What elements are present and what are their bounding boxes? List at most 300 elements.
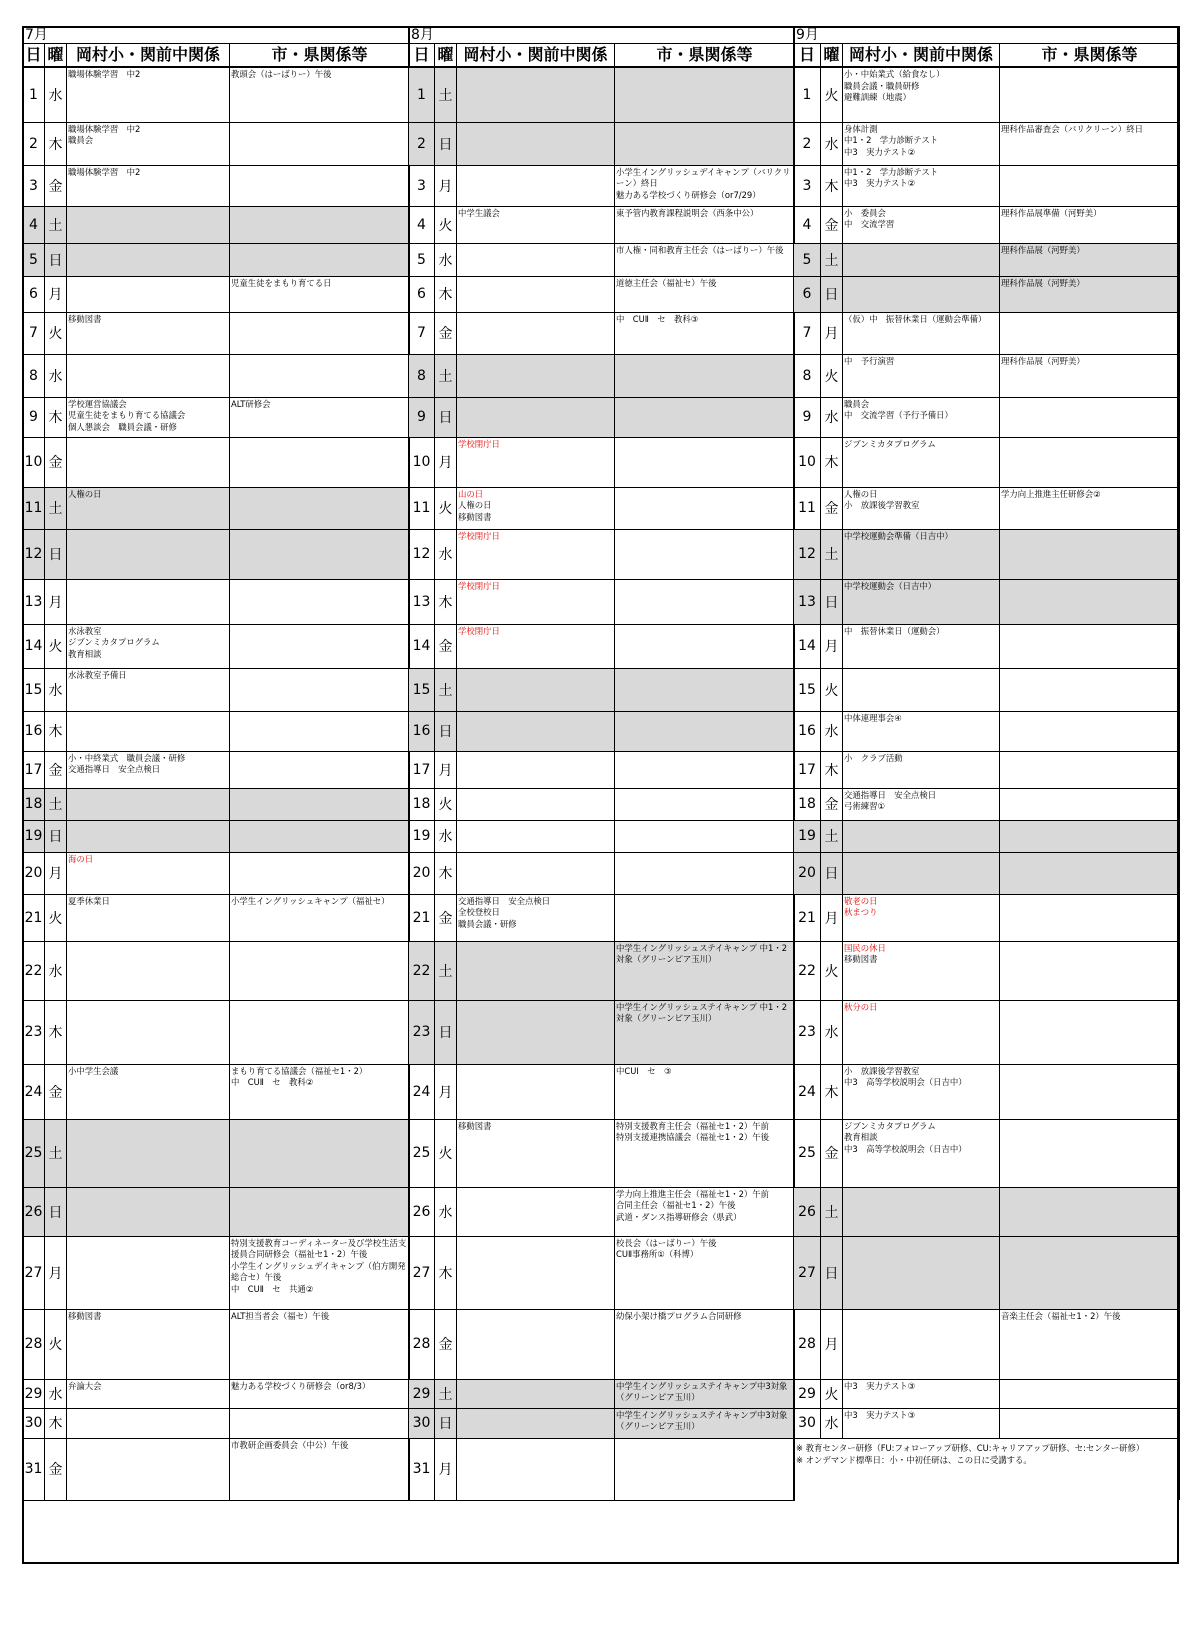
city-event [615, 354, 795, 397]
city-event [1000, 1187, 1180, 1236]
weekday: 火 [821, 668, 843, 711]
school-event [67, 711, 230, 751]
weekday: 水 [821, 122, 843, 165]
city-event [230, 1187, 410, 1236]
day-number: 27 [409, 1236, 435, 1309]
city-event [615, 624, 795, 668]
city-event: 理科作品展（河野美） [1000, 243, 1180, 276]
header-weekday: 曜 [821, 44, 843, 68]
city-event: 学力向上推進主任研修会② [1000, 487, 1180, 529]
weekday: 月 [435, 751, 457, 788]
city-event [615, 788, 795, 820]
table-row [23, 529, 410, 579]
weekday: 金 [821, 1119, 843, 1187]
table-row [23, 1309, 410, 1379]
school-event: 学校閉庁日 [457, 624, 615, 668]
city-event: 中学生イングリッシュステイキャンプ中3対象（グリーンピア玉川） [615, 1379, 795, 1408]
weekday: 金 [45, 165, 67, 206]
city-event: 特別支援教育コーディネーター及び学校生活支援員合同研修会（福祉セ1・2）午後 小学生イングリッシュデイキャンプ（伯方開発総合セ）午後 中 CUⅡ セ 共通② [230, 1236, 410, 1309]
table-row [23, 1408, 410, 1438]
weekday: 日 [435, 711, 457, 751]
day-number: 11 [409, 487, 435, 529]
city-event: 市教研企画委員会（中公）午後 [230, 1438, 410, 1500]
weekday: 金 [435, 1309, 457, 1379]
city-event: 理科作品審査会（バリクリーン）終日 [1000, 122, 1180, 165]
month-july [22, 26, 409, 1501]
city-event [230, 711, 410, 751]
school-event [457, 820, 615, 852]
school-event [457, 1379, 615, 1408]
school-event: 移動図書 [67, 1309, 230, 1379]
day-number: 11 [23, 487, 45, 529]
day-number: 8 [794, 354, 821, 397]
city-event [230, 312, 410, 354]
day-number: 5 [409, 243, 435, 276]
table-row [409, 67, 795, 122]
city-event: まもり育てる協議会（福祉セ1・2） 中 CUⅡ セ 教科② [230, 1064, 410, 1119]
weekday: 金 [45, 1064, 67, 1119]
weekday: 日 [435, 1000, 457, 1064]
weekday: 土 [435, 67, 457, 122]
school-event [457, 711, 615, 751]
day-number: 18 [23, 788, 45, 820]
school-event: 弁論大会 [67, 1379, 230, 1408]
school-event [67, 1187, 230, 1236]
weekday: 月 [45, 852, 67, 894]
city-event [1000, 788, 1180, 820]
day-number: 10 [23, 437, 45, 487]
school-event [67, 1119, 230, 1187]
school-event [457, 243, 615, 276]
table-row [794, 437, 1180, 487]
weekday: 日 [45, 529, 67, 579]
school-event: 敬老の日 秋まつり [843, 894, 1000, 941]
weekday: 火 [821, 941, 843, 1000]
table-row [409, 852, 795, 894]
weekday: 木 [435, 276, 457, 312]
city-event: 小学生イングリッシュキャンプ（福祉セ） [230, 894, 410, 941]
city-event [230, 1000, 410, 1064]
weekday: 火 [435, 487, 457, 529]
table-row [23, 852, 410, 894]
day-number: 22 [23, 941, 45, 1000]
header-city: 市・県関係等 [1000, 44, 1180, 68]
weekday: 月 [821, 624, 843, 668]
table-row [409, 624, 795, 668]
city-event [615, 852, 795, 894]
table-row [23, 437, 410, 487]
school-event: 国民の休日 移動図書 [843, 941, 1000, 1000]
city-event [230, 243, 410, 276]
city-event [1000, 624, 1180, 668]
school-event: 学校閉庁日 [457, 579, 615, 624]
city-event [230, 579, 410, 624]
month-september [793, 26, 1179, 1500]
weekday: 木 [435, 1236, 457, 1309]
day-number: 20 [23, 852, 45, 894]
city-event: 魅力ある学校づくり研修会（or8/3） [230, 1379, 410, 1408]
day-number: 21 [794, 894, 821, 941]
city-event [230, 1119, 410, 1187]
day-number: 14 [409, 624, 435, 668]
school-event [457, 122, 615, 165]
city-event: 特別支援教育主任会（福祉セ1・2）午前 特別支援連携協議会（福祉セ1・2）午後 [615, 1119, 795, 1187]
school-event [457, 852, 615, 894]
weekday: 土 [821, 243, 843, 276]
day-number: 19 [23, 820, 45, 852]
school-event: 移動図書 [457, 1119, 615, 1187]
month-title: 7月 [23, 27, 410, 44]
school-event [67, 1000, 230, 1064]
school-event [67, 529, 230, 579]
weekday: 木 [435, 852, 457, 894]
table-row [409, 941, 795, 1000]
day-number: 17 [23, 751, 45, 788]
day-number: 1 [409, 67, 435, 122]
day-number: 25 [409, 1119, 435, 1187]
city-event: 中学生イングリッシュステイキャンプ中3対象（グリーンピア玉川） [615, 1408, 795, 1438]
table-row [794, 67, 1180, 122]
table-row [409, 312, 795, 354]
school-event [457, 1064, 615, 1119]
day-number: 16 [23, 711, 45, 751]
city-event [230, 487, 410, 529]
school-event: 中学生議会 [457, 206, 615, 243]
table-row [23, 397, 410, 437]
day-number: 20 [409, 852, 435, 894]
table-row [23, 820, 410, 852]
month-august [408, 26, 794, 1501]
table-row [409, 579, 795, 624]
weekday: 月 [435, 165, 457, 206]
table-row [794, 206, 1180, 243]
school-event [843, 668, 1000, 711]
day-number: 22 [409, 941, 435, 1000]
table-row [409, 894, 795, 941]
table-row [794, 1408, 1180, 1438]
day-number: 25 [23, 1119, 45, 1187]
school-event [457, 1187, 615, 1236]
table-row [794, 243, 1180, 276]
school-event [457, 67, 615, 122]
school-event: 中3 実力テスト③ [843, 1379, 1000, 1408]
school-event: 秋分の日 [843, 1000, 1000, 1064]
weekday: 月 [821, 1309, 843, 1379]
weekday: 日 [45, 1187, 67, 1236]
school-event [843, 1236, 1000, 1309]
weekday: 土 [821, 529, 843, 579]
table-row [23, 122, 410, 165]
day-number: 4 [23, 206, 45, 243]
day-number: 29 [409, 1379, 435, 1408]
table-row [23, 67, 410, 122]
city-event [1000, 397, 1180, 437]
school-event: 小中学生会議 [67, 1064, 230, 1119]
school-event [457, 668, 615, 711]
table-row [23, 1236, 410, 1309]
day-number: 17 [794, 751, 821, 788]
weekday: 土 [435, 1379, 457, 1408]
table-row [409, 1379, 795, 1408]
city-event [1000, 941, 1180, 1000]
weekday: 火 [45, 624, 67, 668]
city-event [230, 437, 410, 487]
weekday: 火 [435, 788, 457, 820]
school-event [457, 276, 615, 312]
school-event: 職場体験学習 中2 [67, 67, 230, 122]
city-event [615, 668, 795, 711]
city-event [230, 751, 410, 788]
table-row [23, 624, 410, 668]
city-event [1000, 1000, 1180, 1064]
school-event: 中 振替休業日（運動会） [843, 624, 1000, 668]
city-event [615, 820, 795, 852]
school-event: 中 予行演習 [843, 354, 1000, 397]
city-event [230, 941, 410, 1000]
weekday: 土 [45, 206, 67, 243]
weekday: 金 [45, 437, 67, 487]
school-event [67, 579, 230, 624]
weekday: 火 [435, 1119, 457, 1187]
school-event: 中3 実力テスト③ [843, 1408, 1000, 1438]
header-day: 日 [794, 44, 821, 68]
table-row [409, 276, 795, 312]
day-number: 26 [409, 1187, 435, 1236]
city-event: ALT研修会 [230, 397, 410, 437]
day-number: 12 [23, 529, 45, 579]
school-event [67, 788, 230, 820]
day-number: 9 [23, 397, 45, 437]
school-event: 小 放課後学習教室 中3 高等学校説明会（日吉中） [843, 1064, 1000, 1119]
weekday: 月 [435, 1438, 457, 1500]
weekday: 火 [821, 67, 843, 122]
table-row [409, 820, 795, 852]
table-row [23, 1000, 410, 1064]
weekday: 金 [821, 206, 843, 243]
day-number: 1 [23, 67, 45, 122]
weekday: 日 [821, 852, 843, 894]
day-number: 17 [409, 751, 435, 788]
day-number: 7 [409, 312, 435, 354]
day-number: 6 [23, 276, 45, 312]
table-row [23, 711, 410, 751]
table-row [23, 312, 410, 354]
weekday: 水 [45, 67, 67, 122]
weekday: 木 [45, 711, 67, 751]
school-event [457, 1438, 615, 1500]
school-event: 中学校運動会準備（日吉中） [843, 529, 1000, 579]
table-row [409, 788, 795, 820]
weekday: 木 [435, 579, 457, 624]
day-number: 6 [409, 276, 435, 312]
day-number: 10 [409, 437, 435, 487]
school-event [843, 1187, 1000, 1236]
school-event: 学校閉庁日 [457, 437, 615, 487]
day-number: 24 [23, 1064, 45, 1119]
city-event [615, 711, 795, 751]
weekday: 火 [45, 1309, 67, 1379]
city-event: 児童生徒をまもり育てる日 [230, 276, 410, 312]
school-event: 海の日 [67, 852, 230, 894]
city-event [230, 165, 410, 206]
weekday: 日 [435, 1408, 457, 1438]
school-event [67, 1408, 230, 1438]
weekday: 月 [45, 579, 67, 624]
table-row [409, 1119, 795, 1187]
city-event [1000, 1379, 1180, 1408]
city-event [1000, 852, 1180, 894]
school-event [843, 820, 1000, 852]
school-event: 身体計測 中1・2 学力診断テスト 中3 実力テスト② [843, 122, 1000, 165]
day-number: 4 [409, 206, 435, 243]
month-table [408, 26, 795, 1501]
school-event [67, 206, 230, 243]
header-weekday: 曜 [435, 44, 457, 68]
city-event [1000, 820, 1180, 852]
table-row [23, 941, 410, 1000]
weekday: 火 [45, 312, 67, 354]
day-number: 13 [409, 579, 435, 624]
day-number: 16 [794, 711, 821, 751]
table-row [23, 579, 410, 624]
day-number: 8 [23, 354, 45, 397]
weekday: 金 [821, 487, 843, 529]
school-event: 職場体験学習 中2 職員会 [67, 122, 230, 165]
city-event [230, 668, 410, 711]
table-row [23, 1187, 410, 1236]
weekday: 木 [45, 122, 67, 165]
weekday: 日 [821, 1236, 843, 1309]
weekday: 土 [821, 1187, 843, 1236]
weekday: 木 [45, 397, 67, 437]
table-row [409, 668, 795, 711]
weekday: 水 [435, 1187, 457, 1236]
day-number: 27 [794, 1236, 821, 1309]
city-event [615, 67, 795, 122]
header-weekday: 曜 [45, 44, 67, 68]
table-row [794, 165, 1180, 206]
weekday: 水 [435, 243, 457, 276]
city-event [1000, 1119, 1180, 1187]
city-event: 理科作品展準備（河野美） [1000, 206, 1180, 243]
school-event: 夏季休業日 [67, 894, 230, 941]
city-event [1000, 529, 1180, 579]
city-event [1000, 579, 1180, 624]
school-event [843, 276, 1000, 312]
school-event [457, 1236, 615, 1309]
school-event [67, 941, 230, 1000]
weekday: 水 [45, 668, 67, 711]
school-event: ジブンミカタプログラム [843, 437, 1000, 487]
day-number: 30 [409, 1408, 435, 1438]
table-row [409, 1187, 795, 1236]
school-event [457, 1000, 615, 1064]
city-event [1000, 711, 1180, 751]
school-event: 交通指導日 安全点検日 全校登校日 職員会議・研修 [457, 894, 615, 941]
weekday: 月 [821, 894, 843, 941]
school-event [457, 751, 615, 788]
school-event: 小 委員会 中 交流学習 [843, 206, 1000, 243]
day-number: 21 [23, 894, 45, 941]
weekday: 水 [45, 941, 67, 1000]
weekday: 木 [821, 1064, 843, 1119]
table-row [409, 711, 795, 751]
city-event [615, 487, 795, 529]
city-event [1000, 67, 1180, 122]
table-row [794, 624, 1180, 668]
city-event: 小学生イングリッシュデイキャンプ（バリクリーン）終日 魅力ある学校づくり研修会（or7/29） [615, 165, 795, 206]
day-number: 30 [794, 1408, 821, 1438]
city-event: 東予管内教育課程説明会（西条中公） [615, 206, 795, 243]
weekday: 金 [45, 751, 67, 788]
city-event [615, 122, 795, 165]
table-row [409, 751, 795, 788]
weekday: 土 [821, 820, 843, 852]
city-event [230, 852, 410, 894]
weekday: 水 [821, 397, 843, 437]
weekday: 木 [45, 1408, 67, 1438]
city-event [615, 579, 795, 624]
day-number: 5 [23, 243, 45, 276]
table-row [23, 751, 410, 788]
school-event: （仮）中 振替休業日（運動会準備） [843, 312, 1000, 354]
table-row [794, 788, 1180, 820]
city-event [1000, 165, 1180, 206]
school-event [457, 788, 615, 820]
table-row [794, 1379, 1180, 1408]
weekday: 日 [435, 122, 457, 165]
table-row [409, 165, 795, 206]
day-number: 3 [794, 165, 821, 206]
table-row [794, 820, 1180, 852]
city-event: 道徳主任会（福祉セ）午後 [615, 276, 795, 312]
city-event [1000, 1064, 1180, 1119]
table-row [794, 711, 1180, 751]
city-event [230, 529, 410, 579]
day-number: 4 [794, 206, 821, 243]
weekday: 木 [45, 1000, 67, 1064]
day-number: 28 [794, 1309, 821, 1379]
city-event [615, 437, 795, 487]
table-row [23, 1438, 410, 1500]
header-school: 岡村小・関前中関係 [457, 44, 615, 68]
weekday: 木 [821, 165, 843, 206]
school-event: ジブンミカタプログラム 教育相談 中3 高等学校説明会（日吉中） [843, 1119, 1000, 1187]
city-event: 音楽主任会（福祉セ1・2）午後 [1000, 1309, 1180, 1379]
table-row [794, 579, 1180, 624]
city-event: 学力向上推進主任会（福祉セ1・2）午前 合同主任会（福祉セ1・2）午後 武道・ダンス指導研修会（県武） [615, 1187, 795, 1236]
table-row [409, 122, 795, 165]
day-number: 31 [23, 1438, 45, 1500]
city-event [230, 206, 410, 243]
weekday: 土 [45, 1119, 67, 1187]
table-row [794, 1309, 1180, 1379]
day-number: 18 [409, 788, 435, 820]
day-number: 7 [23, 312, 45, 354]
weekday: 土 [45, 487, 67, 529]
school-event: 人権の日 [67, 487, 230, 529]
table-row [409, 1236, 795, 1309]
school-event [457, 312, 615, 354]
header-school: 岡村小・関前中関係 [843, 44, 1000, 68]
weekday: 木 [821, 751, 843, 788]
day-number: 2 [794, 122, 821, 165]
school-event: 小 クラブ活動 [843, 751, 1000, 788]
weekday: 水 [821, 1408, 843, 1438]
day-number: 9 [794, 397, 821, 437]
table-row [794, 397, 1180, 437]
school-event [843, 852, 1000, 894]
